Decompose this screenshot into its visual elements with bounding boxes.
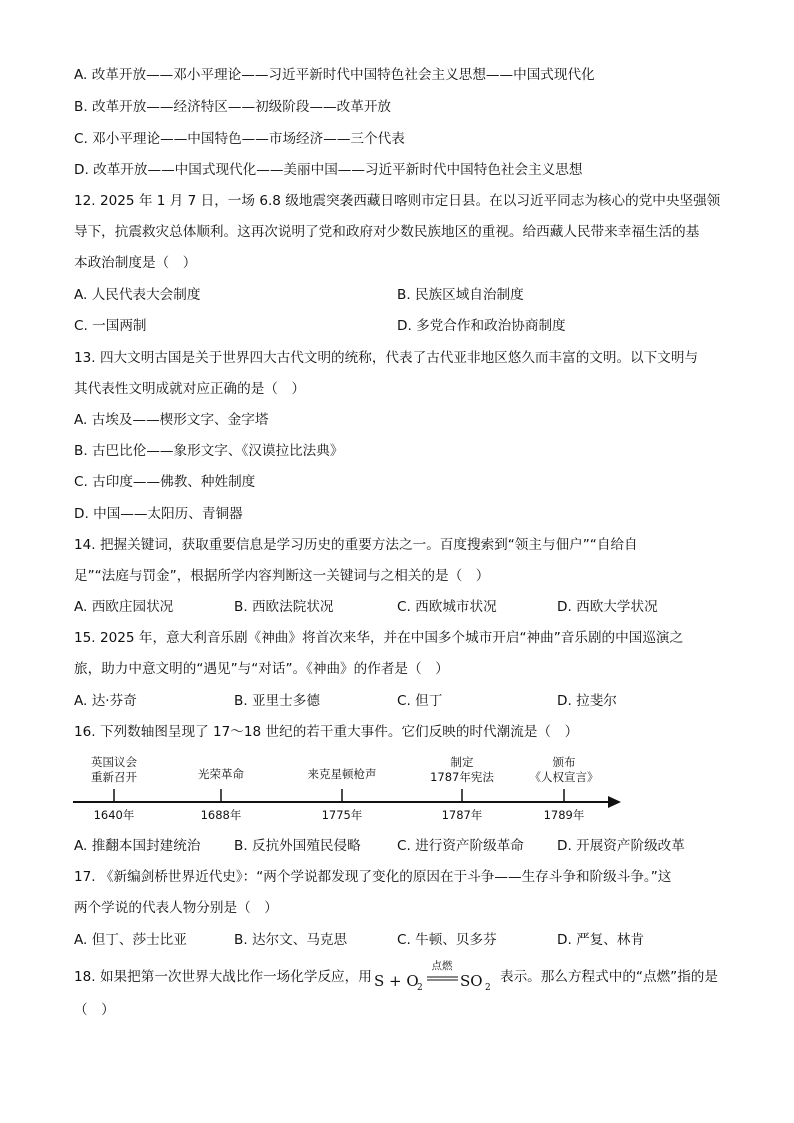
- q15-option-c: C. 但丁: [397, 693, 443, 709]
- q14-option-d: D. 西欧大学状况: [557, 599, 658, 615]
- q17-stem-line-1: 17. 《新编剑桥世界近代史》：“两个学说都发现了变化的原因在于斗争——生存斗争和阶级斗争。”这: [74, 869, 672, 885]
- q12-option-c: C. 一国两制: [74, 318, 147, 334]
- timeline-arrowhead: [608, 796, 621, 808]
- q12-stem-line-2: 导下，抗震救灾总体顺利。这再次说明了党和政府对少数民族地区的重视。给西藏人民带来幸福生活的基: [74, 224, 700, 240]
- q12-stem-line-1: 12. 2025 年 1 月 7 日，一场 6.8 级地震突袭西藏日喀则市定日县。在以习近平同志为核心的党中央坚强领: [74, 193, 721, 209]
- timeline-event-5-line-2: 《人权宣言》: [529, 770, 599, 784]
- q14-option-a: A. 西欧庄园状况: [74, 599, 174, 615]
- q16-option-b: B. 反抗外国殖民侵略: [234, 838, 361, 854]
- q12-stem-line-3: 本政治制度是（ ）: [74, 255, 197, 271]
- timeline-year-2: 1688年: [200, 808, 242, 822]
- q15-option-a: A. 达·芬奇: [74, 693, 137, 709]
- q13-option-d: D. 中国——太阳历、青铜器: [74, 506, 243, 522]
- q15-option-b: B. 亚里士多德: [234, 693, 320, 709]
- q17-option-d: D. 严复、林肯: [557, 932, 645, 948]
- equation-left: S + O: [374, 972, 419, 990]
- q14-option-c: C. 西欧城市状况: [397, 599, 497, 615]
- q13-stem-line-2: 其代表性文明成就对应正确的是（ ）: [74, 381, 306, 397]
- q11-option-d: D. 改革开放——中国式现代化——美丽中国——习近平新时代中国特色社会主义思想: [74, 162, 583, 178]
- q17-option-a: A. 但丁、莎士比亚: [74, 932, 187, 948]
- q14-stem-line-2: 足”“法庭与罚金”，根据所学内容判断这一关键词与之相关的是（ ）: [74, 568, 490, 584]
- q16-option-c: C. 进行资产阶级革命: [397, 838, 524, 854]
- q12-option-a: A. 人民代表大会制度: [74, 287, 201, 303]
- q14-stem-line-1: 14. 把握关键词，获取重要信息是学习历史的重要方法之一。百度搜索到“领主与佃户”“自给自: [74, 537, 638, 553]
- timeline-year-4: 1787年: [441, 808, 483, 822]
- timeline-event-4-line-2: 1787年宪法: [430, 770, 494, 784]
- q16-stem-line-1: 16. 下列数轴图呈现了 17～18 世纪的若干重大事件。它们反映的时代潮流是（ ）: [74, 724, 579, 740]
- timeline-event-1-line-1: 英国议会: [91, 755, 137, 769]
- q15-option-d: D. 拉斐尔: [557, 693, 617, 709]
- q18-stem-after: 表示。那么方程式中的“点燃”指的是: [500, 969, 718, 985]
- equation-right-subscript: 2: [485, 983, 491, 992]
- timeline-year-1: 1640年: [93, 808, 135, 822]
- q15-stem-line-2: 旅，助力中意文明的“遇见”与“对话”。《神曲》的作者是（ ）: [74, 661, 449, 677]
- q14-option-b: B. 西欧法院状况: [234, 599, 334, 615]
- equation-right: SO: [460, 972, 483, 990]
- timeline-year-5: 1789年: [543, 808, 585, 822]
- q17-option-b: B. 达尔文、马克思: [234, 932, 348, 948]
- q13-option-c: C. 古印度——佛教、种姓制度: [74, 474, 256, 490]
- q17-stem-line-2: 两个学说的代表人物分别是（ ）: [74, 900, 278, 916]
- q13-stem-line-1: 13. 四大文明古国是关于世界四大古代文明的统称，代表了古代亚非地区悠久而丰富的文明。以下文明与: [74, 350, 699, 366]
- q15-stem-line-1: 15. 2025 年，意大利音乐剧《神曲》将首次来华，并在中国多个城市开启“神曲”音乐剧的中国巡演之: [74, 630, 684, 646]
- q16-option-d: D. 开展资产阶级改革: [557, 838, 685, 854]
- q18-stem-line-2: （ ）: [74, 1002, 115, 1018]
- timeline-event-4-line-1: 制定: [450, 755, 474, 769]
- timeline-event-2: 光荣革命: [198, 767, 244, 781]
- q12-option-d: D. 多党合作和政治协商制度: [397, 318, 566, 334]
- q16-timeline-diagram: [0, 752, 794, 827]
- equation-left-subscript: 2: [417, 983, 423, 992]
- timeline-event-3: 来克星顿枪声: [307, 767, 377, 781]
- q18-chemical-equation: [374, 956, 500, 992]
- reaction-condition: 点燃: [431, 960, 453, 972]
- q11-option-c: C. 邓小平理论——中国特色——市场经济——三个代表: [74, 131, 405, 147]
- timeline-event-5-line-1: 颁布: [552, 755, 576, 769]
- q18-stem-before: 18. 如果把第一次世界大战比作一场化学反应，用: [74, 969, 372, 985]
- q17-option-c: C. 牛顿、贝多芬: [397, 932, 497, 948]
- q13-option-a: A. 古埃及——楔形文字、金字塔: [74, 412, 269, 428]
- q12-option-b: B. 民族区域自治制度: [397, 287, 524, 303]
- q13-option-b: B. 古巴比伦——象形文字、《汉谟拉比法典》: [74, 443, 344, 459]
- q11-option-a: A. 改革开放——邓小平理论——习近平新时代中国特色社会主义思想——中国式现代化: [74, 67, 595, 83]
- q11-option-b: B. 改革开放——经济特区——初级阶段——改革开放: [74, 99, 392, 115]
- timeline-year-3: 1775年: [321, 808, 363, 822]
- q16-option-a: A. 推翻本国封建统治: [74, 838, 201, 854]
- timeline-event-1-line-2: 重新召开: [91, 770, 137, 784]
